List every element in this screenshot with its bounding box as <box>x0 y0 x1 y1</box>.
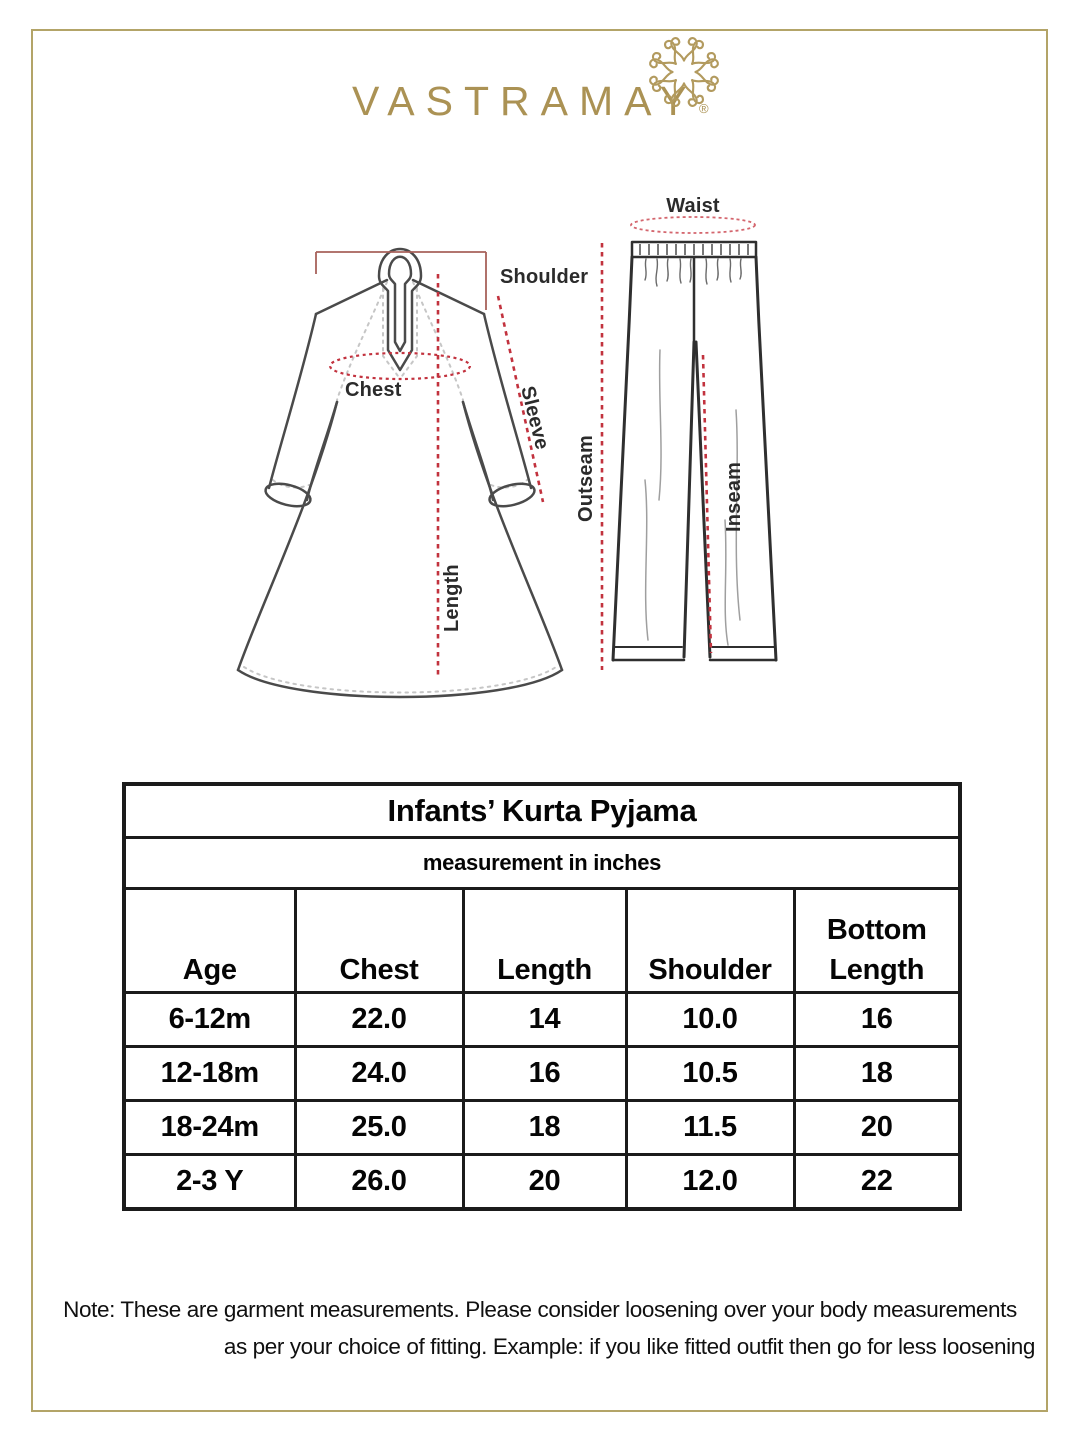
inseam-label: Inseam <box>723 461 745 532</box>
table-subtitle: measurement in inches <box>124 838 960 889</box>
sleeve-label: Sleeve <box>516 383 554 452</box>
table-cell: 18-24m <box>124 1101 295 1155</box>
table-cell: 2-3 Y <box>124 1155 295 1210</box>
col-header-shoulder: Shoulder <box>626 889 794 993</box>
table-row <box>124 993 960 1047</box>
chest-label: Chest <box>345 379 402 401</box>
shoulder-label: Shoulder <box>500 266 589 288</box>
table-cell: 18 <box>463 1101 626 1155</box>
table-cell: 26.0 <box>295 1155 463 1210</box>
note-line-2: as per your choice of fitting. Example: if you like fitted outfit then go for less loosening <box>223 1334 1035 1359</box>
table-cell: 22.0 <box>295 993 463 1047</box>
table-cell: 20 <box>463 1155 626 1210</box>
table-cell: 16 <box>794 993 960 1047</box>
table-cell: 11.5 <box>626 1101 794 1155</box>
table-cell: 18 <box>794 1047 960 1101</box>
col-header-length: Length <box>463 889 626 993</box>
brand-wordmark: VASTRAMAY <box>352 78 698 124</box>
table-cell: 6-12m <box>124 993 295 1047</box>
table-header-row <box>124 889 960 993</box>
table-cell: 24.0 <box>295 1047 463 1101</box>
pyjama-outline <box>613 242 776 660</box>
table-row <box>124 1101 960 1155</box>
table-cell: 12-18m <box>124 1047 295 1101</box>
pyjama-measure-lines <box>602 217 755 670</box>
waist-label: Waist <box>666 195 720 217</box>
outseam-label: Outseam <box>575 435 597 522</box>
col-header-age: Age <box>124 889 295 993</box>
col-header-chest: Chest <box>295 889 463 993</box>
table-title: Infants’ Kurta Pyjama <box>124 784 960 838</box>
table-cell: 22 <box>794 1155 960 1210</box>
table-cell: 20 <box>794 1101 960 1155</box>
table-row <box>124 1047 960 1101</box>
table-cell: 25.0 <box>295 1101 463 1155</box>
table-cell: 10.5 <box>626 1047 794 1101</box>
waistband-elastic <box>640 244 748 255</box>
registered-trademark-mark: ® <box>699 101 709 116</box>
kurta-measure-lines <box>330 274 543 678</box>
size-table <box>122 782 962 1211</box>
table-subtitle-row <box>124 838 960 889</box>
table-cell: 10.0 <box>626 993 794 1047</box>
col-header-bottom-length: Bottom Length <box>794 889 960 993</box>
table-row <box>124 1155 960 1210</box>
note-line-1: Note: These are garment measurements. Please consider loosening over your body measurements <box>63 1297 1017 1322</box>
garment-measurement-diagram <box>140 170 820 740</box>
length-label: Length <box>441 564 463 632</box>
kurta-outline <box>238 249 562 697</box>
table-cell: 16 <box>463 1047 626 1101</box>
table-cell: 14 <box>463 993 626 1047</box>
table-cell: 12.0 <box>626 1155 794 1210</box>
floral-mandala-icon <box>645 33 723 111</box>
table-title-row <box>124 784 960 838</box>
measurement-note <box>45 1297 1035 1360</box>
